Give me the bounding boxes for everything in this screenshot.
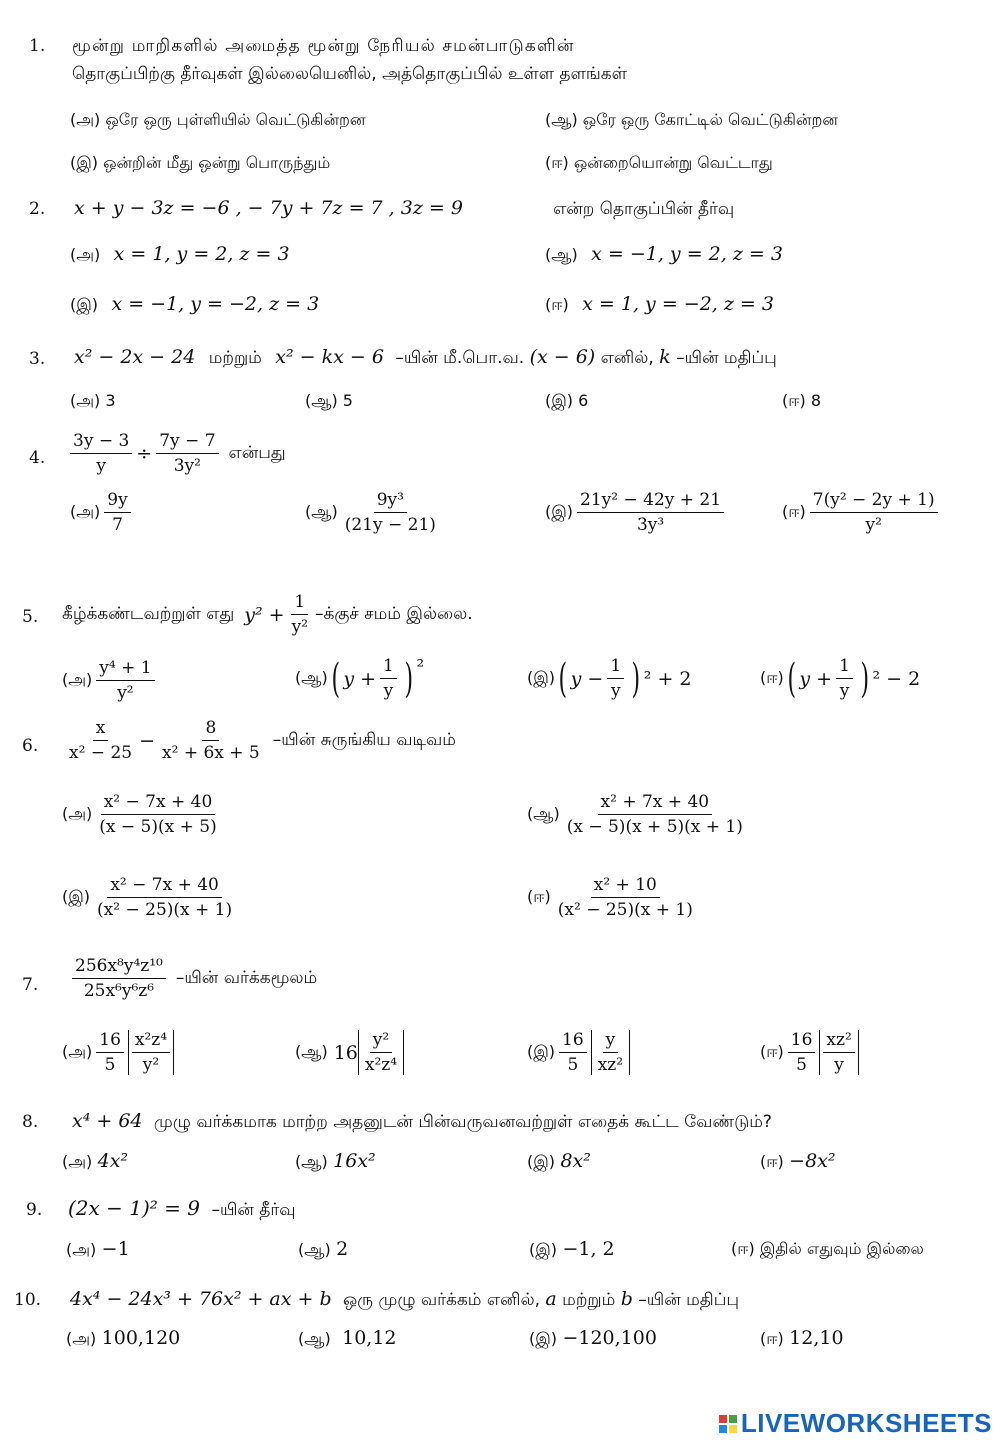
- option-c[interactable]: (இ) ( y − $\frac{1}{y}$ ) ² + 2: [527, 655, 692, 702]
- option-value: 12,10: [789, 1327, 844, 1349]
- question-text: [70, 1288, 739, 1312]
- option-b[interactable]: (ஆ) ( y + $\frac{1}{y}$ ) ²: [295, 655, 425, 702]
- option-d[interactable]: [760, 1030, 859, 1075]
- question-number: 10.: [14, 1290, 42, 1310]
- option-a[interactable]: [62, 1150, 128, 1173]
- option-label: (இ): [527, 1042, 556, 1061]
- expression: x⁴ + 64: [72, 1110, 143, 1132]
- option-value: −1, 2: [562, 1238, 615, 1260]
- exponent: ² + 2: [643, 667, 692, 690]
- option-label: (ஆ): [295, 1152, 328, 1171]
- option-label: (அ): [62, 670, 93, 689]
- text: ஒரு முழு வர்க்கம் எனில்,: [343, 1290, 540, 1310]
- option-fraction: 21y² − 42y + 21 3y³: [577, 490, 724, 535]
- option-fraction: x² + 10 (x² − 25)(x + 1): [557, 875, 693, 920]
- text: மற்றும்: [562, 1290, 616, 1310]
- text: –யின் மதிப்பு: [638, 1290, 740, 1310]
- question-text: என்ற தொகுப்பின் தீர்வு: [553, 199, 735, 219]
- expression: (x − 6): [529, 346, 596, 368]
- option-b[interactable]: [295, 1150, 376, 1173]
- option-c[interactable]: (இ) ஒன்றின் மீது ஒன்று பொருந்தும்: [70, 153, 331, 172]
- coefficient: 16 5: [559, 1030, 587, 1075]
- logo-text: LIVEWORKSHEETS: [740, 1408, 992, 1438]
- option-c[interactable]: [529, 1327, 657, 1350]
- option-d[interactable]: (ஈ) இதில் எதுவும் இல்லை: [731, 1239, 924, 1258]
- option-label: (அ): [62, 1042, 93, 1061]
- option-d[interactable]: [545, 293, 774, 316]
- option-label: (ஆ): [295, 668, 328, 687]
- text: –யின் மதிப்பு: [676, 348, 777, 368]
- option-b[interactable]: (ஆ) 5: [305, 391, 353, 410]
- option-label: (ஆ): [545, 245, 578, 264]
- option-d[interactable]: [527, 875, 700, 920]
- option-value: y +: [799, 667, 833, 690]
- option-d[interactable]: [760, 1150, 836, 1173]
- option-b[interactable]: [298, 1327, 397, 1350]
- divide-symbol: ÷: [136, 442, 153, 465]
- option-label: (ஆ): [298, 1329, 331, 1348]
- option-b[interactable]: [298, 1238, 348, 1261]
- option-b[interactable]: [545, 243, 783, 266]
- option-value: x = 1, y = −2, z = 3: [582, 293, 774, 315]
- text: முழு வர்க்கமாக மாற்ற அதனுடன் பின்வருவனவற்றுள் எதைக் கூட்ட வேண்டும்?: [153, 1112, 772, 1132]
- question-number: 9.: [26, 1200, 43, 1220]
- fraction: 256x⁸y⁴z¹⁰ 25x⁶y⁶z⁶: [72, 956, 166, 1001]
- expression: x² − 2x − 24: [74, 346, 196, 368]
- option-label: (இ): [527, 1152, 556, 1171]
- option-fraction: y⁴ + 1 y²: [96, 658, 154, 703]
- question-text: –யின் வர்க்கமூலம்: [175, 967, 318, 988]
- option-value: y −: [570, 667, 604, 690]
- exponent: ² − 2: [872, 667, 921, 690]
- option-label: (இ): [62, 887, 91, 906]
- option-value: 8x²: [560, 1150, 591, 1172]
- option-a[interactable]: [70, 243, 290, 266]
- option-label: (அ): [66, 1240, 97, 1259]
- option-label: (ஈ): [760, 1042, 784, 1061]
- option-label: (ஈ): [527, 887, 551, 906]
- question-number: 5.: [22, 607, 39, 627]
- option-c[interactable]: [529, 1238, 615, 1261]
- option-d[interactable]: (ஈ) ( y + $\frac{1}{y}$ ) ² − 2: [760, 655, 921, 702]
- option-c[interactable]: [62, 875, 239, 920]
- question-expression: [68, 956, 317, 1001]
- expression: 4x⁴ − 24x³ + 76x² + ax + b: [70, 1288, 332, 1310]
- question-text: தொகுப்பிற்கு தீர்வுகள் இல்லையெனில், அத்தொகுப்பில் உள்ள தளங்கள்: [72, 64, 627, 84]
- option-a[interactable]: [66, 1238, 130, 1261]
- option-fraction: 9y 7: [104, 490, 130, 535]
- option-label: (அ): [70, 502, 101, 521]
- option-label: (ஆ): [298, 1240, 331, 1259]
- option-a[interactable]: [70, 490, 135, 535]
- option-value: 16x²: [333, 1150, 376, 1172]
- text: –யின் தீர்வு: [211, 1200, 296, 1220]
- option-label: (இ): [529, 1329, 558, 1348]
- option-value: y +: [343, 667, 377, 690]
- option-fraction: x² − 7x + 40 (x − 5)(x + 5): [99, 792, 217, 837]
- question-text: [62, 592, 473, 637]
- option-d[interactable]: (ஈ) 8: [782, 391, 822, 410]
- variable: a: [545, 1288, 557, 1310]
- question-number: 6.: [22, 736, 39, 756]
- absolute-value: $\frac{y}{\text{xz²}}$: [591, 1030, 630, 1075]
- question-expression: [66, 431, 286, 476]
- option-b[interactable]: [305, 490, 443, 535]
- variable: k: [659, 346, 671, 368]
- variable: b: [620, 1288, 633, 1310]
- option-label: (ஆ): [305, 502, 338, 521]
- coefficient: 16 5: [788, 1030, 816, 1075]
- question-text: மூன்று மாறிகளில் அமைத்த மூன்று நேரியல் சமன்பாடுகளின்: [72, 36, 575, 56]
- absolute-value: $\frac{\text{x²z⁴}}{\text{y²}}$: [128, 1030, 174, 1075]
- fraction: $\frac{1}{\text{y²}}$: [291, 592, 309, 637]
- question-number: 8.: [22, 1112, 39, 1132]
- option-fraction: $\frac{1}{y}$: [836, 656, 853, 701]
- question-number: 4.: [29, 448, 46, 468]
- option-label: (ஈ): [760, 668, 784, 687]
- option-a[interactable]: [62, 1030, 174, 1075]
- option-a[interactable]: [62, 792, 224, 837]
- option-label: (அ): [62, 1152, 93, 1171]
- fraction: $\frac{8}{\text{x² + 6x + 5}}$: [162, 718, 260, 763]
- coefficient: 16 5: [96, 1030, 124, 1075]
- option-fraction: $\frac{1}{y}$: [607, 656, 624, 701]
- option-value: 100,120: [101, 1327, 181, 1349]
- logo-icon: [719, 1415, 737, 1433]
- liveworksheets-logo[interactable]: [719, 1408, 992, 1439]
- option-b[interactable]: [527, 792, 750, 837]
- option-label: (ஆ): [295, 1042, 328, 1061]
- fraction: $\frac{3y - 3}{y}$: [70, 431, 132, 476]
- question-text: –யின் சுருங்கிய வடிவம்: [272, 729, 456, 750]
- option-label: (அ): [70, 245, 101, 264]
- question-text: [72, 1110, 772, 1134]
- text: –யின் மீ.பொ.வ.: [395, 348, 525, 368]
- option-a[interactable]: (அ) ஒரே ஒரு புள்ளியில் வெட்டுகின்றன: [70, 110, 366, 129]
- option-value: 2: [336, 1238, 349, 1260]
- option-value: −120,100: [562, 1327, 657, 1349]
- expression: x² − kx − 6: [275, 346, 384, 368]
- text: எனில்,: [600, 348, 654, 368]
- text: –க்குச் சமம் இல்லை.: [315, 603, 473, 624]
- absolute-value: $\frac{\text{xz²}}{y}$: [819, 1030, 858, 1075]
- option-value: x = −1, y = 2, z = 3: [591, 243, 783, 265]
- option-d[interactable]: [782, 490, 942, 535]
- option-value: 10,12: [342, 1327, 397, 1349]
- option-b[interactable]: (ஆ) ஒரே ஒரு கோட்டில் வெட்டுகின்றன: [545, 110, 838, 129]
- option-c[interactable]: [527, 1030, 630, 1075]
- option-label: (இ): [527, 668, 556, 687]
- question-text: [74, 346, 777, 370]
- option-fraction: x² − 7x + 40 (x² − 25)(x + 1): [97, 875, 233, 920]
- option-label: (ஆ): [527, 804, 560, 823]
- text: கீழ்க்கண்டவற்றுள் எது: [62, 603, 235, 624]
- absolute-value: $\frac{\text{y²}}{\text{x²z⁴}}$: [358, 1030, 404, 1075]
- option-label: (இ): [70, 295, 99, 314]
- option-label: (ஈ): [760, 1152, 784, 1171]
- option-value: 4x²: [97, 1150, 129, 1172]
- question-number: 1.: [29, 36, 46, 56]
- equation-system: x + y − 3z = −6 , − 7y + 7z = 7 , 3z = 9: [74, 197, 463, 219]
- fraction: x x² − 25: [69, 718, 133, 763]
- option-label: (அ): [66, 1329, 97, 1348]
- option-value: −1: [101, 1238, 130, 1260]
- option-label: (ஈ): [545, 295, 569, 314]
- option-a[interactable]: (அ) 3: [70, 391, 116, 410]
- question-expression: [62, 718, 456, 763]
- question-number: 7.: [22, 975, 39, 995]
- option-d[interactable]: (ஈ) ஒன்றையொன்று வெட்டாது: [545, 153, 773, 172]
- option-d[interactable]: [760, 1327, 844, 1350]
- option-fraction: 7(y² − 2y + 1) y²: [810, 490, 938, 535]
- option-label: (இ): [529, 1240, 558, 1259]
- fraction: $\frac{7y - 7}{\text{3y²}}$: [156, 431, 218, 476]
- option-c[interactable]: (இ) 6: [545, 391, 589, 410]
- option-a[interactable]: [66, 1327, 180, 1350]
- expression: (2x − 1)² = 9: [68, 1196, 201, 1220]
- option-c[interactable]: [527, 1150, 591, 1173]
- coefficient: 16: [333, 1041, 358, 1064]
- question-number: 2.: [29, 199, 46, 219]
- option-value: x = 1, y = 2, z = 3: [113, 243, 290, 265]
- option-value: −8x²: [789, 1150, 836, 1172]
- text: மற்றும்: [208, 348, 262, 368]
- option-label: (அ): [62, 804, 93, 823]
- option-a[interactable]: [62, 658, 159, 703]
- question-number: 3.: [29, 349, 46, 369]
- option-fraction: $\frac{1}{y}$: [380, 656, 397, 701]
- exponent: ²: [416, 656, 425, 678]
- question-text: [68, 1196, 296, 1222]
- expression: y² +: [244, 603, 285, 626]
- option-c[interactable]: [70, 293, 319, 316]
- option-b[interactable]: [295, 1030, 404, 1075]
- minus-symbol: −: [139, 729, 156, 752]
- option-fraction: 9y³ (21y − 21): [344, 490, 436, 535]
- option-label: (இ): [545, 502, 574, 521]
- question-text: என்பது: [228, 442, 286, 463]
- option-value: x = −1, y = −2, z = 3: [111, 293, 320, 315]
- option-label: (ஈ): [760, 1329, 784, 1348]
- option-label: (ஈ): [782, 502, 806, 521]
- option-c[interactable]: [545, 490, 728, 535]
- option-fraction: x² + 7x + 40 (x − 5)(x + 5)(x + 1): [566, 792, 743, 837]
